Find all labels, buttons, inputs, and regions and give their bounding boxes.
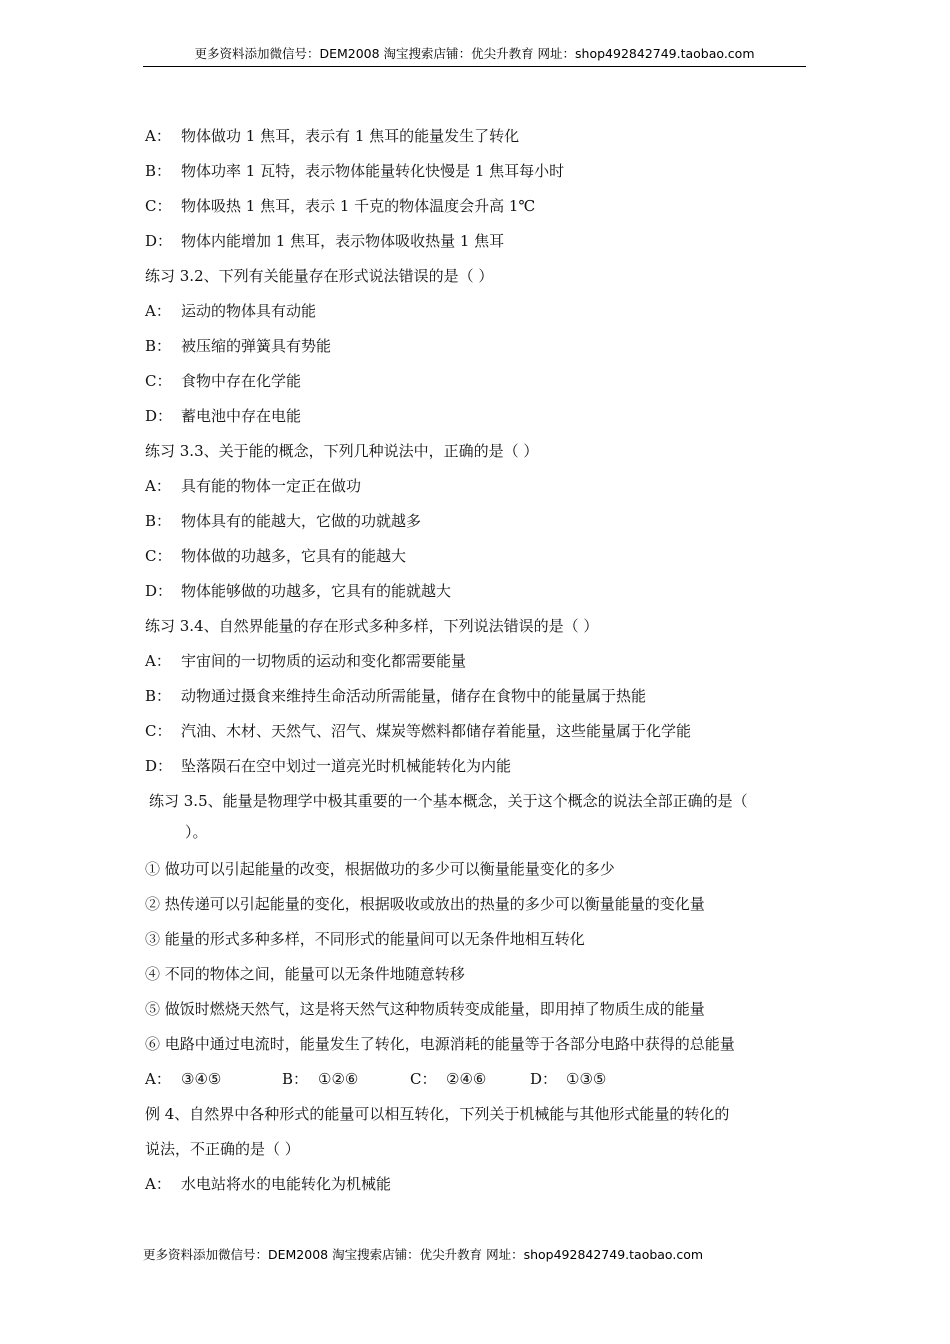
option-text: 蓄电池中存在电能 (181, 407, 302, 425)
choice-c-text: ②④⑥ (446, 1070, 487, 1088)
option-label: C： (145, 372, 172, 390)
option-label: B： (145, 162, 172, 180)
option-c (145, 364, 807, 399)
option-d (145, 224, 807, 259)
option-text: 物体能够做的功越多，它具有的能就越大 (181, 582, 452, 600)
choice-a-text: ③④⑤ (181, 1070, 222, 1088)
option-a (145, 294, 807, 329)
answer-choices (145, 1062, 807, 1097)
option-text: 物体具有的能越大，它做的功就越多 (181, 512, 422, 530)
option-label: A： (145, 127, 171, 145)
statement-1: ① 做功可以引起能量的改变，根据做功的多少可以衡量能量变化的多少 (145, 860, 615, 878)
option-a (145, 119, 807, 154)
option-text: 水电站将水的电能转化为机械能 (181, 1175, 392, 1193)
example-4-stem-continued: 说法，不正确的是（ ） (145, 1140, 300, 1158)
question-3-4-stem: 练习 3.4、自然界能量的存在形式多种多样，下列说法错误的是（ ） (145, 617, 599, 635)
option-text: 宇宙间的一切物质的运动和变化都需要能量 (181, 652, 467, 670)
option-label: C： (145, 722, 172, 740)
option-text: 物体做的功越多，它具有的能越大 (181, 547, 407, 565)
question-3-5-stem-continued: ）。 (185, 823, 208, 841)
option-label: C： (145, 197, 172, 215)
statement-4: ④ 不同的物体之间，能量可以无条件地随意转移 (145, 965, 465, 983)
option-a (145, 1167, 807, 1202)
option-text: 汽油、木材、天然气、沼气、煤炭等燃料都储存着能量，这些能量属于化学能 (181, 722, 692, 740)
question-3-5-stem: 练习 3.5、能量是物理学中极其重要的一个基本概念，关于这个概念的说法全部正确的是（ (149, 792, 748, 810)
page-footer: 更多资料添加微信号：DEM2008 淘宝搜索店铺：优尖升教育 网址：shop492842749.taobao.com (143, 1247, 704, 1262)
option-label: B： (145, 687, 172, 705)
option-label: B： (145, 337, 172, 355)
option-text: 食物中存在化学能 (181, 372, 302, 390)
example-4-stem: 例 4、自然界中各种形式的能量可以相互转化，下列关于机械能与其他形式能量的转化的 (145, 1105, 730, 1123)
option-b (145, 504, 807, 539)
option-label: D： (145, 582, 173, 600)
option-label: A： (145, 302, 171, 320)
option-label: D： (145, 757, 173, 775)
option-label: A： (145, 477, 171, 495)
option-label: B： (145, 512, 172, 530)
option-text: 物体内能增加 1 焦耳，表示物体吸收热量 1 焦耳 (181, 232, 505, 250)
option-c (145, 539, 807, 574)
option-b (145, 154, 807, 189)
option-a (145, 469, 807, 504)
choice-d-text: ①③⑤ (566, 1070, 607, 1088)
option-c (145, 714, 807, 749)
option-c (145, 189, 807, 224)
choice-b-label: B： (282, 1070, 309, 1088)
statement-5: ⑤ 做饭时燃烧天然气，这是将天然气这种物质转变成能量，即用掉了物质生成的能量 (145, 1000, 705, 1018)
option-text: 物体功率 1 瓦特，表示物体能量转化快慢是 1 焦耳每小时 (181, 162, 565, 180)
option-a (145, 644, 807, 679)
option-label: C： (145, 547, 172, 565)
choice-d-label: D： (530, 1070, 558, 1088)
option-d (145, 574, 807, 609)
option-text: 被压缩的弹簧具有势能 (181, 337, 332, 355)
question-3-3-stem: 练习 3.3、关于能的概念，下列几种说法中，正确的是（ ） (145, 442, 539, 460)
statement-6: ⑥ 电路中通过电流时，能量发生了转化，电源消耗的能量等于各部分电路中获得的总能量 (145, 1035, 735, 1053)
option-label: D： (145, 407, 173, 425)
option-text: 坠落陨石在空中划过一道亮光时机械能转化为内能 (181, 757, 512, 775)
option-label: D： (145, 232, 173, 250)
option-d (145, 749, 807, 784)
option-d (145, 399, 807, 434)
option-b (145, 679, 807, 714)
option-label: A： (145, 1175, 171, 1193)
option-text: 物体吸热 1 焦耳，表示 1 千克的物体温度会升高 1℃ (181, 197, 536, 215)
option-label: A： (145, 652, 171, 670)
choice-c-label: C： (410, 1070, 437, 1088)
choice-b-text: ①②⑥ (318, 1070, 359, 1088)
option-text: 运动的物体具有动能 (181, 302, 317, 320)
option-text: 动物通过摄食来维持生命活动所需能量，储存在食物中的能量属于热能 (181, 687, 647, 705)
page-header: 更多资料添加微信号：DEM2008 淘宝搜索店铺：优尖升教育 网址：shop492842749.taobao.com (143, 44, 806, 67)
question-3-2-stem: 练习 3.2、下列有关能量存在形式说法错误的是（ ） (145, 267, 494, 285)
statement-2: ② 热传递可以引起能量的变化，根据吸收或放出的热量的多少可以衡量能量的变化量 (145, 895, 705, 913)
option-text: 具有能的物体一定正在做功 (181, 477, 362, 495)
document-body (145, 119, 807, 1202)
option-b (145, 329, 807, 364)
option-text: 物体做功 1 焦耳，表示有 1 焦耳的能量发生了转化 (181, 127, 520, 145)
choice-a-label: A： (145, 1070, 171, 1088)
statement-3: ③ 能量的形式多种多样，不同形式的能量间可以无条件地相互转化 (145, 930, 585, 948)
